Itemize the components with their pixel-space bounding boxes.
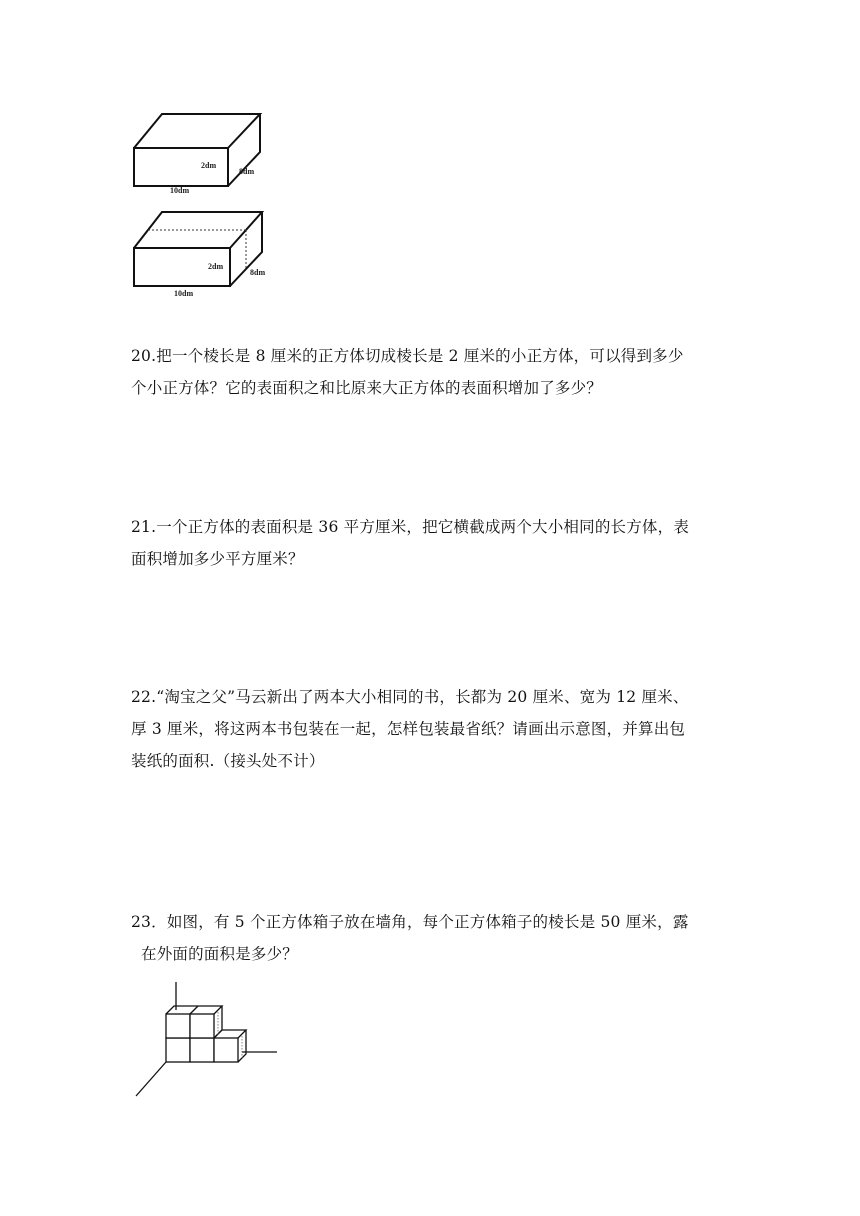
height-label: 2dm	[208, 262, 224, 271]
question-22-line-2: 厚 3 厘米，将这两本书包装在一起，怎样包装最省纸？请画出示意图，并算出包	[131, 720, 686, 738]
question-20-line-1: 20.把一个棱长是 8 厘米的正方体切成棱长是 2 厘米的小正方体，可以得到多少	[131, 347, 684, 365]
cuboid-figure-1	[128, 110, 268, 200]
question-22-line-3: 装纸的面积.（接头处不计）	[131, 752, 325, 770]
corner-boxes-figure	[130, 980, 280, 1100]
question-23-line-2: 在外面的面积是多少？	[141, 945, 299, 963]
question-23	[131, 906, 731, 970]
question-20-line-2: 个小正方体？它的表面积之和比原来大正方体的表面积增加了多少？	[131, 379, 603, 397]
question-23-line-1: 23．如图，有 5 个正方体箱子放在墙角，每个正方体箱子的棱长是 50 厘米，露	[131, 913, 689, 931]
box-bottom-1	[166, 1038, 190, 1062]
length-label: 10dm	[174, 289, 194, 298]
length-label: 10dm	[170, 186, 190, 195]
box-top-2	[190, 1014, 214, 1038]
question-22	[131, 681, 731, 777]
box-bottom-2	[190, 1038, 214, 1062]
cuboid-figure-2	[128, 208, 278, 300]
box-top-1	[166, 1014, 190, 1038]
width-label: 8dm	[239, 167, 255, 176]
depth-axis	[136, 1062, 166, 1096]
question-21	[131, 511, 731, 575]
width-label: 8dm	[250, 268, 266, 277]
height-label: 2dm	[201, 161, 217, 170]
question-21-line-2: 面积增加多少平方厘米？	[131, 550, 304, 568]
question-21-line-1: 21.一个正方体的表面积是 36 平方厘米，把它横截成两个大小相同的长方体，表	[131, 518, 690, 536]
question-22-line-1: 22.“淘宝之父”马云新出了两本大小相同的书，长都为 20 厘米、宽为 12 厘米、	[131, 688, 689, 706]
box-bottom-3	[214, 1038, 238, 1062]
question-20	[131, 340, 731, 404]
